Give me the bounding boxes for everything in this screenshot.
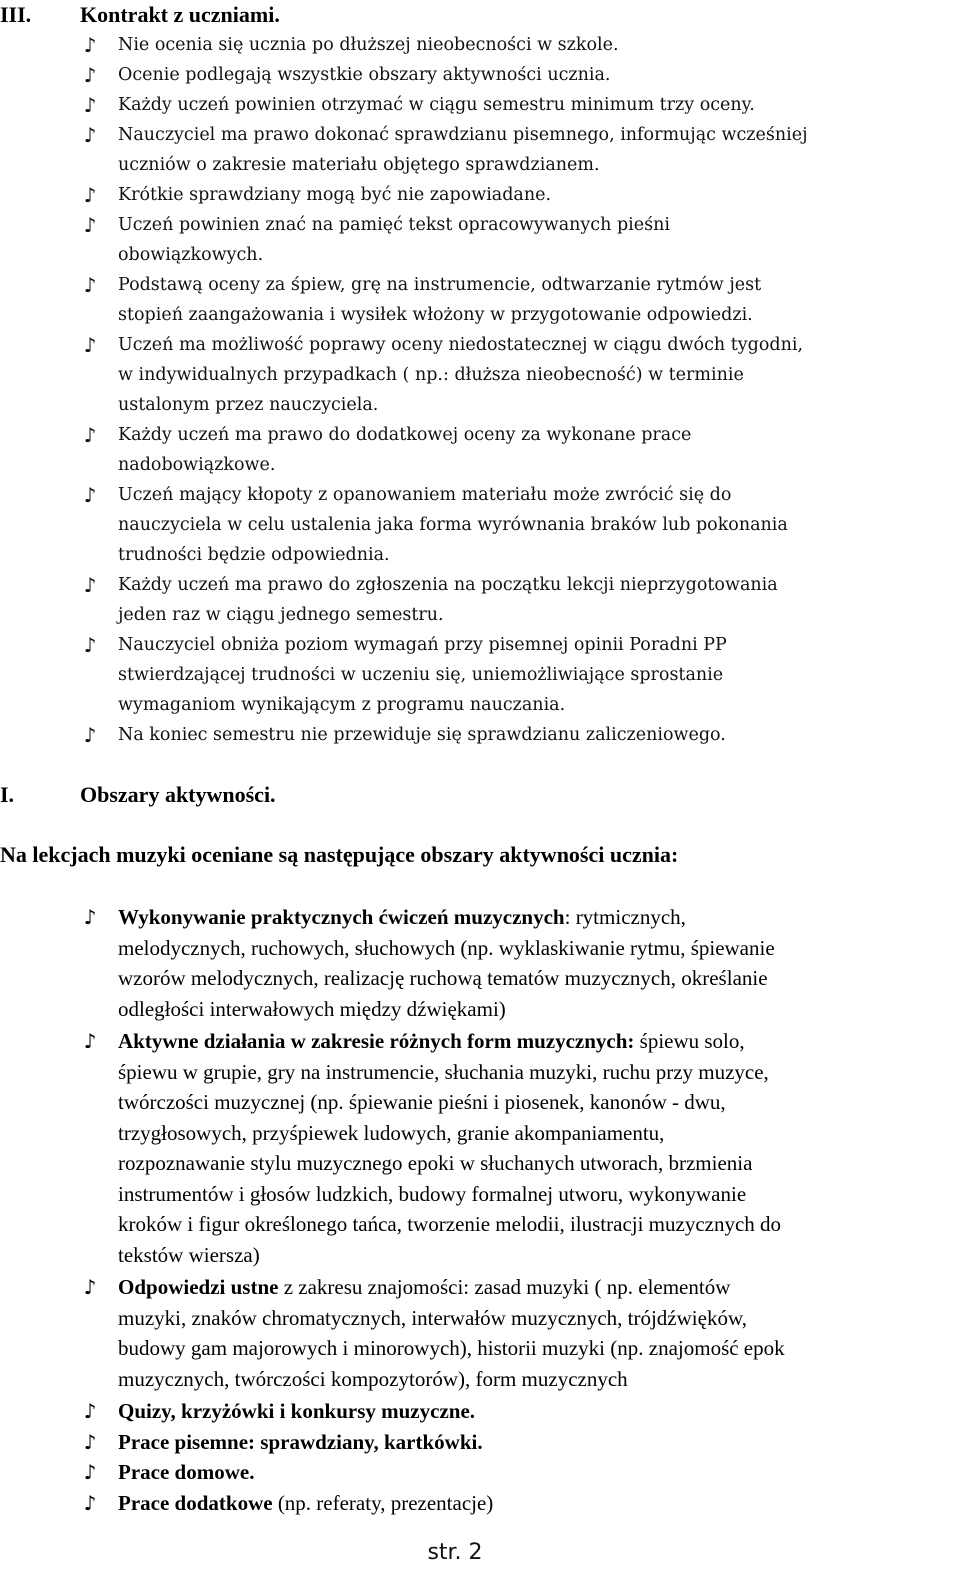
music-note-icon: ♪ — [83, 723, 97, 747]
activity-area-name: Quizy, krzyżówki i konkursy muzyczne. — [118, 1399, 476, 1423]
list-item-line: wymaganiom wynikającym z programu nauczania. — [118, 695, 566, 715]
list-item-line — [118, 1457, 952, 1488]
music-note-icon: ♪ — [83, 33, 97, 57]
list-item-line: Podstawą oceny za śpiew, grę na instrumencie, odtwarzanie rytmów jest — [118, 275, 762, 295]
list-item-line: stwierdzającej trudności w uczeniu się, uniemożliwiające sprostanie — [118, 665, 724, 685]
list-item-line: Każdy uczeń ma prawo do zgłoszenia na początku lekcji nieprzygotowania — [118, 575, 778, 595]
music-note-icon: ♪ — [83, 905, 97, 929]
music-note-icon: ♪ — [83, 1399, 97, 1423]
list-item-line: Nie ocenia się ucznia po dłuższej nieobecności w szkole. — [118, 35, 619, 55]
list-item-line — [118, 1272, 952, 1303]
music-note-icon: ♪ — [83, 423, 97, 447]
list-item-line: nauczyciela w celu ustalenia jaka forma wyrównania braków lub pokonania — [118, 515, 788, 535]
activity-area-name: Prace dodatkowe — [118, 1490, 273, 1515]
list-item-line — [118, 1488, 952, 1519]
list-item-line: Uczeń mający kłopoty z opanowaniem materiału może zwrócić się do — [118, 485, 732, 505]
list-item-line: ustalonym przez nauczyciela. — [118, 395, 379, 415]
page-number: str. 2 — [427, 1540, 483, 1565]
list-item-line: Na koniec semestru nie przewiduje się sprawdzianu zaliczeniowego. — [118, 725, 726, 745]
activity-area-item — [0, 902, 960, 1024]
list-item-line: stopień zaangażowania i wysiłek włożony w przygotowanie odpowiedzi. — [118, 305, 753, 325]
contract-list-item — [0, 90, 960, 120]
contract-list-item — [0, 120, 960, 180]
music-note-icon: ♪ — [83, 1429, 97, 1454]
activity-area-description: (np. referaty, prezentacje) — [272, 1490, 494, 1515]
list-item-line: Każdy uczeń ma prawo do dodatkowej oceny za wykonane prace — [118, 425, 692, 445]
list-item-line: Uczeń ma możliwość poprawy oceny niedostatecznej w ciągu dwóch tygodni, — [118, 335, 804, 355]
list-item-line: Ocenie podlegają wszystkie obszary aktywności ucznia. — [118, 65, 611, 85]
activity-area-name: Wykonywanie praktycznych ćwiczeń muzycznych — [118, 905, 565, 929]
list-item-line: Każdy uczeń powinien otrzymać w ciągu semestru minimum trzy oceny. — [118, 95, 755, 115]
list-item-line: kroków i figur określonego tańca, tworzenie melodii, ilustracji muzycznych do — [118, 1212, 782, 1236]
list-item-line: uczniów o zakresie materiału objętego sprawdzianem. — [118, 155, 600, 175]
music-note-icon: ♪ — [83, 1490, 97, 1515]
list-item-line: jeden raz w ciągu jednego semestru. — [118, 605, 444, 625]
list-item-line: nadobowiązkowe. — [118, 455, 276, 475]
list-item-line — [118, 1026, 952, 1057]
list-item-line: rozpoznawanie stylu muzycznego epoki w słuchanych utworach, brzmienia — [118, 1151, 753, 1175]
list-item-line: śpiewu w grupie, gry na instrumencie, słuchania muzyki, ruchu przy muzyce, — [118, 1059, 769, 1084]
contract-list-item — [0, 420, 960, 480]
list-item-line: Nauczyciel obniża poziom wymagań przy pisemnej opinii Poradni PP — [118, 635, 727, 655]
list-item-line: trzygłosowych, przyśpiewek ludowych, granie akompaniamentu, — [118, 1120, 665, 1145]
section-1-number: I. — [0, 782, 15, 807]
list-item-line: muzycznych, twórczości kompozytorów), form muzycznych — [118, 1366, 628, 1391]
music-note-icon: ♪ — [83, 483, 97, 507]
list-item-line: w indywidualnych przypadkach ( np.: dłuższa nieobecność) w terminie — [118, 365, 744, 385]
list-item-line: wzorów melodycznych, realizację ruchową tematów muzycznych, określanie — [118, 966, 768, 990]
activity-area-name: Prace pisemne: sprawdziany, kartkówki. — [118, 1429, 483, 1454]
activity-area-name: Aktywne działania w zakresie różnych form muzycznych: — [118, 1029, 635, 1053]
music-note-icon: ♪ — [83, 93, 97, 117]
list-item-line: trudności będzie odpowiednia. — [118, 545, 390, 565]
activity-area-item — [0, 1457, 960, 1488]
activity-area-description: śpiewu solo, — [634, 1029, 745, 1053]
music-note-icon: ♪ — [83, 1029, 97, 1053]
music-note-icon: ♪ — [83, 123, 97, 147]
list-item-line: twórczości muzycznej (np. śpiewanie pieśni i piosenek, kanonów - dwu, — [118, 1090, 726, 1114]
activity-area-item — [0, 1396, 960, 1427]
contract-list-item — [0, 570, 960, 630]
music-note-icon: ♪ — [83, 1460, 97, 1484]
list-item-line — [118, 1396, 952, 1427]
list-item-line: obowiązkowych. — [118, 245, 264, 265]
list-item-line: melodycznych, ruchowych, słuchowych (np. wyklaskiwanie rytmu, śpiewanie — [118, 935, 775, 960]
contract-list-item — [0, 180, 960, 210]
list-item-line — [118, 902, 952, 933]
music-note-icon: ♪ — [83, 333, 97, 357]
music-note-icon: ♪ — [83, 573, 97, 597]
contract-list-item — [0, 330, 960, 420]
section-3-number: III. — [0, 2, 32, 27]
list-item-line: odległości interwałowych między dźwiękami) — [118, 996, 506, 1021]
activity-area-description: z zakresu znajomości: zasad muzyki ( np. elementów — [278, 1275, 731, 1299]
section-1-title: Obszary aktywności. — [80, 782, 276, 807]
list-item-line: Uczeń powinien znać na pamięć tekst opracowywanych pieśni — [118, 215, 670, 235]
list-item-line: Krótkie sprawdziany mogą być nie zapowiadane. — [118, 185, 552, 205]
contract-list-item — [0, 720, 960, 750]
music-note-icon: ♪ — [83, 273, 97, 297]
list-item-line: muzyki, znaków chromatycznych, interwałów muzycznych, trójdźwięków, — [118, 1305, 748, 1330]
list-item-line: budowy gam majorowych i minorowych), historii muzyki (np. znajomość epok — [118, 1336, 785, 1360]
activity-areas-list — [0, 902, 960, 1518]
contract-list-item — [0, 60, 960, 90]
music-note-icon: ♪ — [83, 213, 97, 237]
music-note-icon: ♪ — [83, 633, 97, 657]
contract-list — [0, 30, 960, 750]
activity-area-description: : rytmicznych, — [564, 905, 686, 929]
music-note-icon: ♪ — [83, 63, 97, 87]
activity-area-name: Prace domowe. — [118, 1460, 255, 1484]
contract-list-item — [0, 630, 960, 720]
activity-area-item — [0, 1272, 960, 1394]
list-item-line: instrumentów i głosów ludzkich, budowy formalnej utworu, wykonywanie — [118, 1181, 747, 1206]
contract-list-item — [0, 270, 960, 330]
activity-area-item — [0, 1026, 960, 1270]
music-note-icon: ♪ — [83, 183, 97, 207]
contract-list-item — [0, 30, 960, 60]
section-3-title: Kontrakt z uczniami. — [80, 2, 280, 27]
activity-area-item — [0, 1488, 960, 1519]
contract-list-item — [0, 210, 960, 270]
list-item-line: Nauczyciel ma prawo dokonać sprawdzianu pisemnego, informując wcześniej — [118, 125, 808, 145]
activity-area-item — [0, 1427, 960, 1458]
music-note-icon: ♪ — [83, 1275, 97, 1299]
contract-list-item — [0, 480, 960, 570]
list-item-line: tekstów wiersza) — [118, 1242, 260, 1267]
list-item-line — [118, 1427, 952, 1458]
activity-areas-lead: Na lekcjach muzyki oceniane są następujące obszary aktywności ucznia: — [0, 842, 679, 867]
activity-area-name: Odpowiedzi ustne — [118, 1275, 279, 1299]
